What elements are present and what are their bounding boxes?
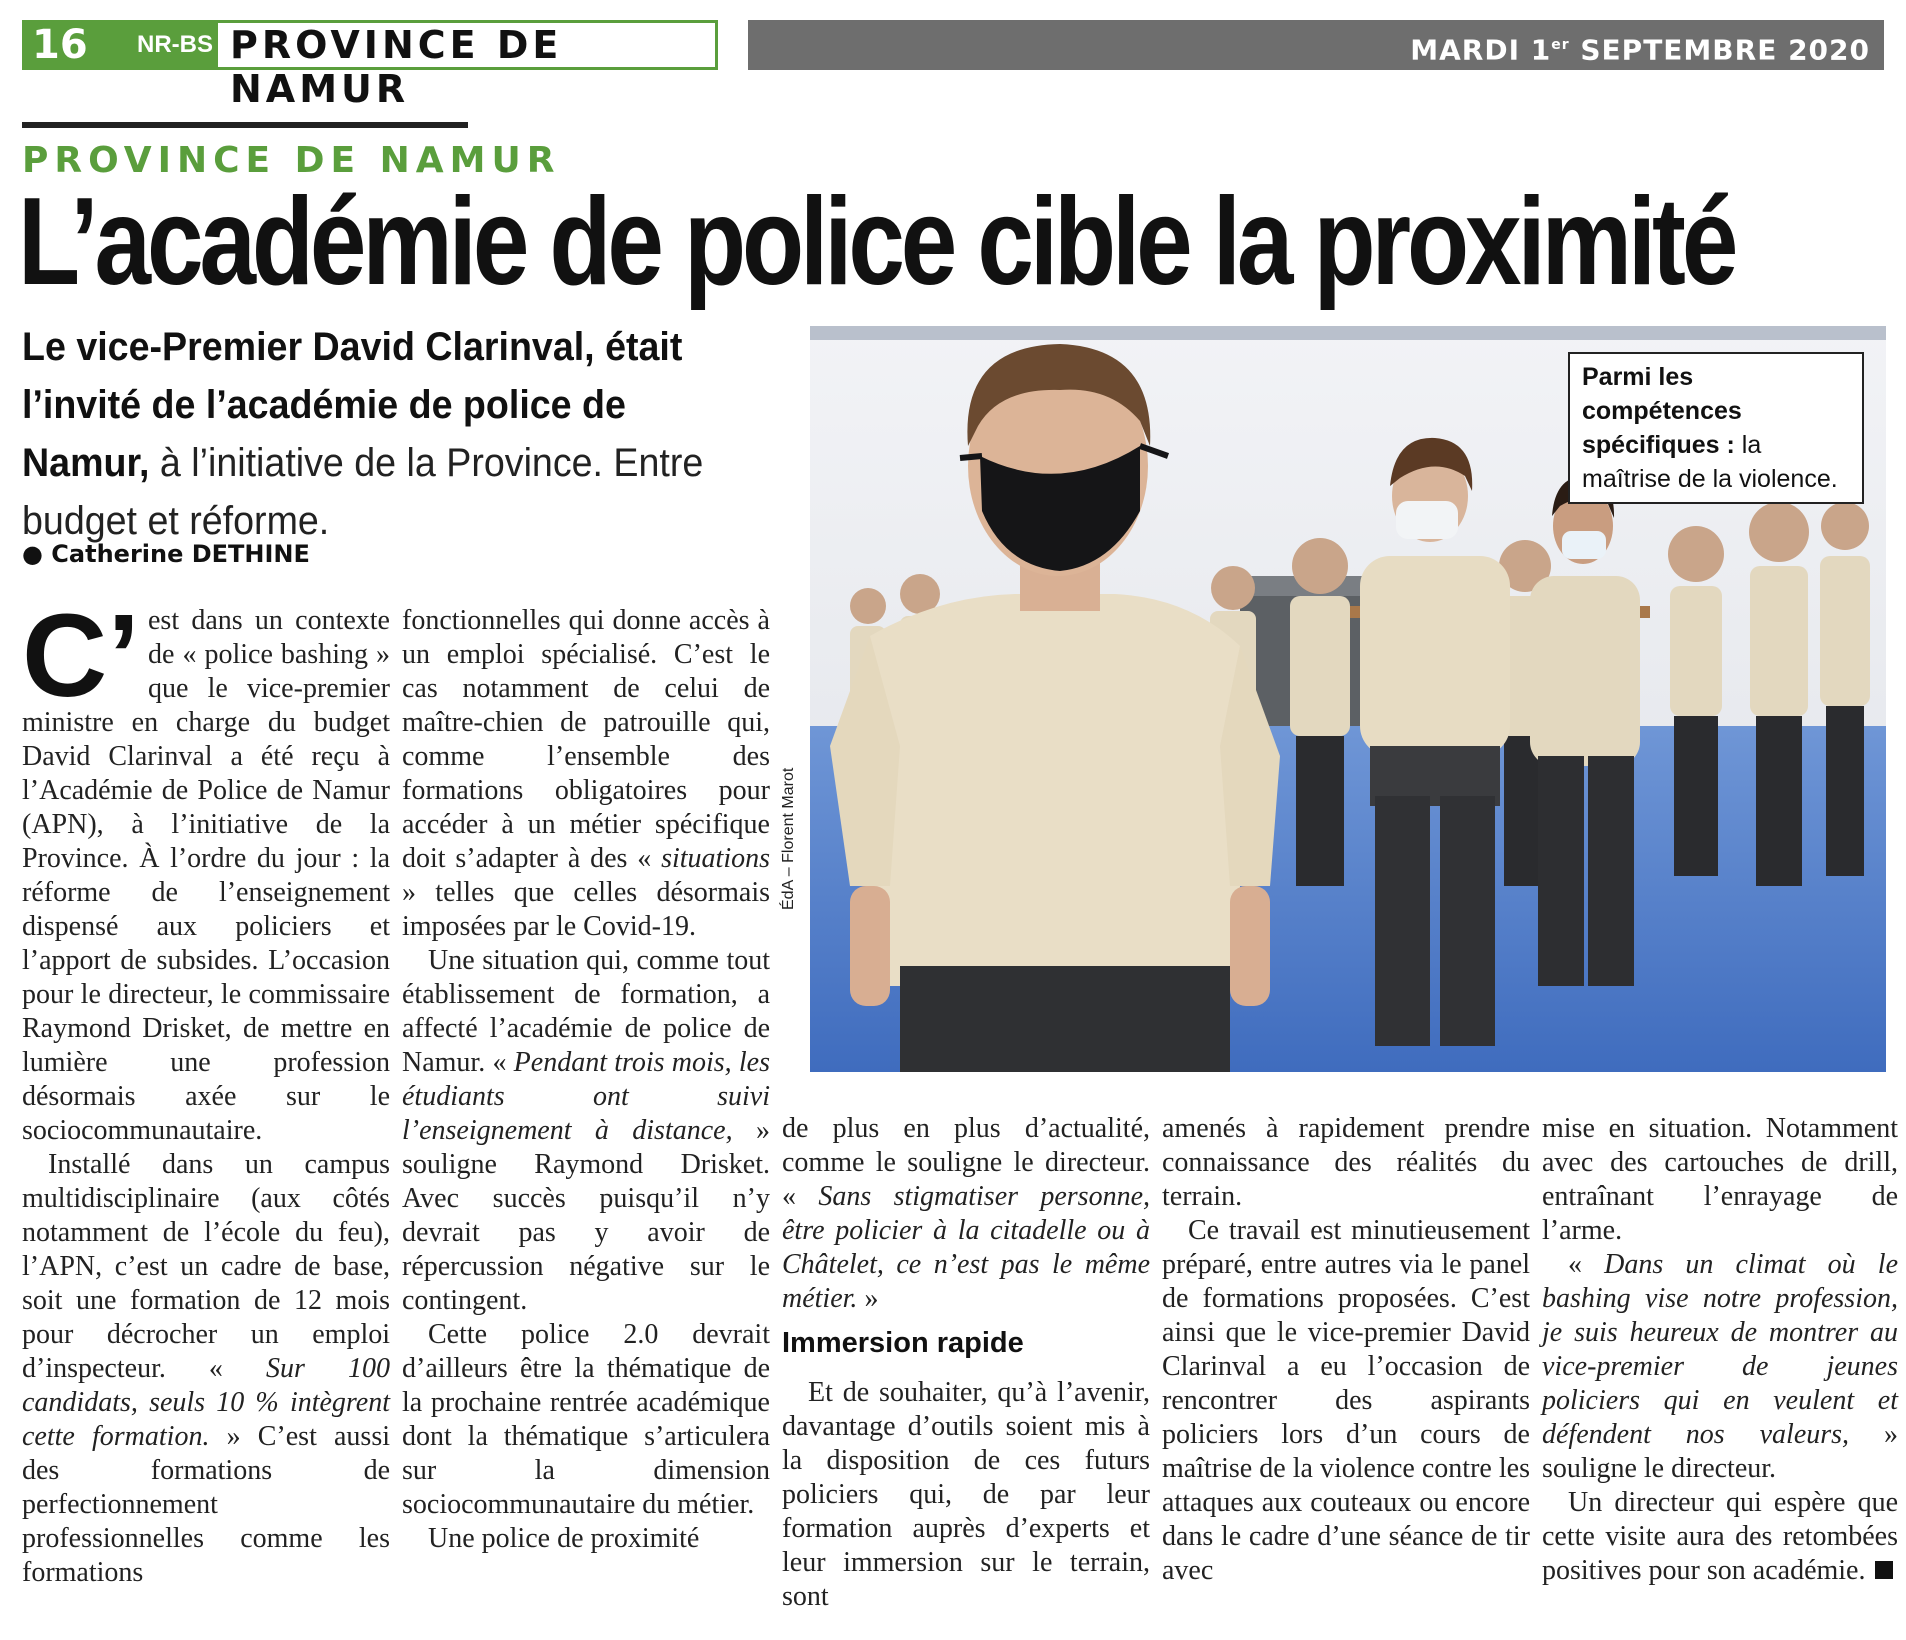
text: » souligne le directeur. — [1542, 1419, 1899, 1484]
paragraph — [1542, 1486, 1898, 1588]
lead-bold: Le vice-Premier David Clarinval, était l’invité de l’académie de police de Namur, — [22, 325, 683, 485]
paragraph — [22, 1148, 390, 1590]
quote: Pendant trois mois, les étudiants ont suivi l’enseignement à distance, — [402, 1047, 770, 1146]
article-kicker: PROVINCE DE NAMUR — [22, 140, 561, 181]
quote: situations — [661, 843, 770, 874]
paragraph — [782, 1112, 1150, 1316]
caption-bold: Parmi les compétences spécifiques : — [1582, 363, 1742, 459]
quote: Dans un climat où le bashing vise notre profession, je suis heureux de montrer au vice-premier de jeunes policiers qui en veulent et défendent nos valeurs, — [1542, 1249, 1899, 1450]
article-column-4 — [1162, 1112, 1530, 1588]
article-column-3 — [782, 1112, 1150, 1614]
paragraph — [402, 944, 770, 1318]
paragraph: mise en situation. Notamment avec des cartouches de drill, entraînant l’enrayage de l’arme. — [1542, 1113, 1898, 1246]
paragraph: Cette police 2.0 devrait d’ailleurs être la thématique de la prochaine rentrée académique dont la thématique s’articulera sur la dimension sociocommunautaire du métier. — [402, 1319, 770, 1520]
text: « — [1568, 1249, 1605, 1280]
issue-date — [748, 20, 1884, 70]
end-mark-icon — [1875, 1561, 1893, 1579]
text: Une situation qui, comme tout établissement de formation, a affecté l’académie de police de Namur. « — [402, 945, 770, 1078]
text: » souligne Raymond Drisket. Avec succès puisqu’il n’y devrait pas y avoir de répercussion négative sur le contingent. — [402, 1115, 770, 1316]
article-column-1 — [22, 590, 391, 1590]
photo-credit: ÉdA – Florent Marot — [780, 767, 797, 910]
caption-rest: la maîtrise de la violence. — [1582, 431, 1838, 493]
paragraph: amenés à rapidement prendre connaissance des réalités du terrain. — [1162, 1113, 1530, 1212]
edition-label: NR-BS — [132, 20, 218, 70]
text: » telles que celles désormais imposées par le Covid-19. — [402, 877, 770, 942]
date-prefix: MARDI 1 — [1410, 33, 1552, 67]
page-number: 16 — [22, 20, 132, 70]
date-sup: er — [1551, 37, 1570, 53]
article-headline: L’académie de police cible la proximité — [18, 173, 1735, 311]
paragraph — [402, 604, 770, 944]
text: Un directeur qui espère que cette visite aura des retombées positives pour son académie. — [1542, 1487, 1898, 1586]
article-lead — [22, 318, 746, 550]
text: de plus en plus d’actualité, comme le souligne le directeur. « — [782, 1113, 1150, 1212]
date-suffix: SEPTEMBRE 2020 — [1569, 33, 1870, 67]
article-column-2 — [402, 604, 770, 1556]
text: » C’est aussi des formations de perfectionnement professionnelles comme les formations — [22, 1421, 391, 1588]
paragraph — [22, 590, 390, 1148]
text: » — [857, 1283, 879, 1314]
paragraph — [1542, 1248, 1898, 1486]
quote: Sur 100 candidats, seuls 10 % intègrent cette formation. — [22, 1353, 390, 1452]
quote: Sans stigmatiser personne, être policier à la citadelle ou à Châtelet, ce n’est pas le même métier. — [782, 1181, 1151, 1314]
paragraph: Une police de proximité — [428, 1523, 700, 1554]
article-column-5 — [1542, 1112, 1898, 1588]
byline: ● Catherine DETHINE — [22, 540, 310, 568]
subheading: Immersion rapide — [782, 1327, 1024, 1359]
text: est dans un contexte de « police bashing » que le vice-premier ministre en charge du budget David Clarinval a été reçu à l’Académie de Police de Namur (APN), à l’initiative de la Province. À l’ordre du jour : la réforme de l’enseignement dispensé aux policiers et l’apport de subsides. L’occasion pour le directeur, le commissaire Raymond Drisket, de mettre en lumière une profession désormais axée sur le sociocommunautaire. — [22, 605, 390, 1146]
paragraph: Et de souhaiter, qu’à l’avenir, davantage d’outils soient mis à la disposition de ces futurs policiers qui, de par leur formation auprès d’experts et leur immersion sur le terrain, sont — [782, 1377, 1150, 1612]
text: fonctionnelles qui donne accès à un emploi spécialisé. C’est le cas notamment de celui de maître-chien de patrouille qui, comme l’ensemble des formations obligatoires pour accéder à un métier spécifique doit s’adapter à des « — [402, 605, 770, 874]
photo-caption — [1568, 352, 1864, 504]
text: Installé dans un campus multidisciplinaire (aux côtés notamment de l’école du feu), l’APN, c’est un cadre de base, soit une formation de 12 mois pour décrocher un emploi d’inspecteur. « — [22, 1149, 390, 1384]
section-title: PROVINCE DE NAMUR — [218, 20, 718, 70]
kicker-rule — [22, 122, 468, 128]
lead-rest: à l’initiative de la Province. Entre budget et réforme. — [22, 441, 704, 543]
drop-cap: C’ — [22, 590, 140, 722]
paragraph: Ce travail est minutieusement préparé, entre autres via le panel de formations proposées. C’est ainsi que le vice-premier David Clarinval a eu l’occasion de rencontrer des aspirants policiers lors d’un cours de maîtrise de la violence contre les attaques aux couteaux ou encore dans le cadre d’une séance de tir avec — [1162, 1215, 1530, 1586]
